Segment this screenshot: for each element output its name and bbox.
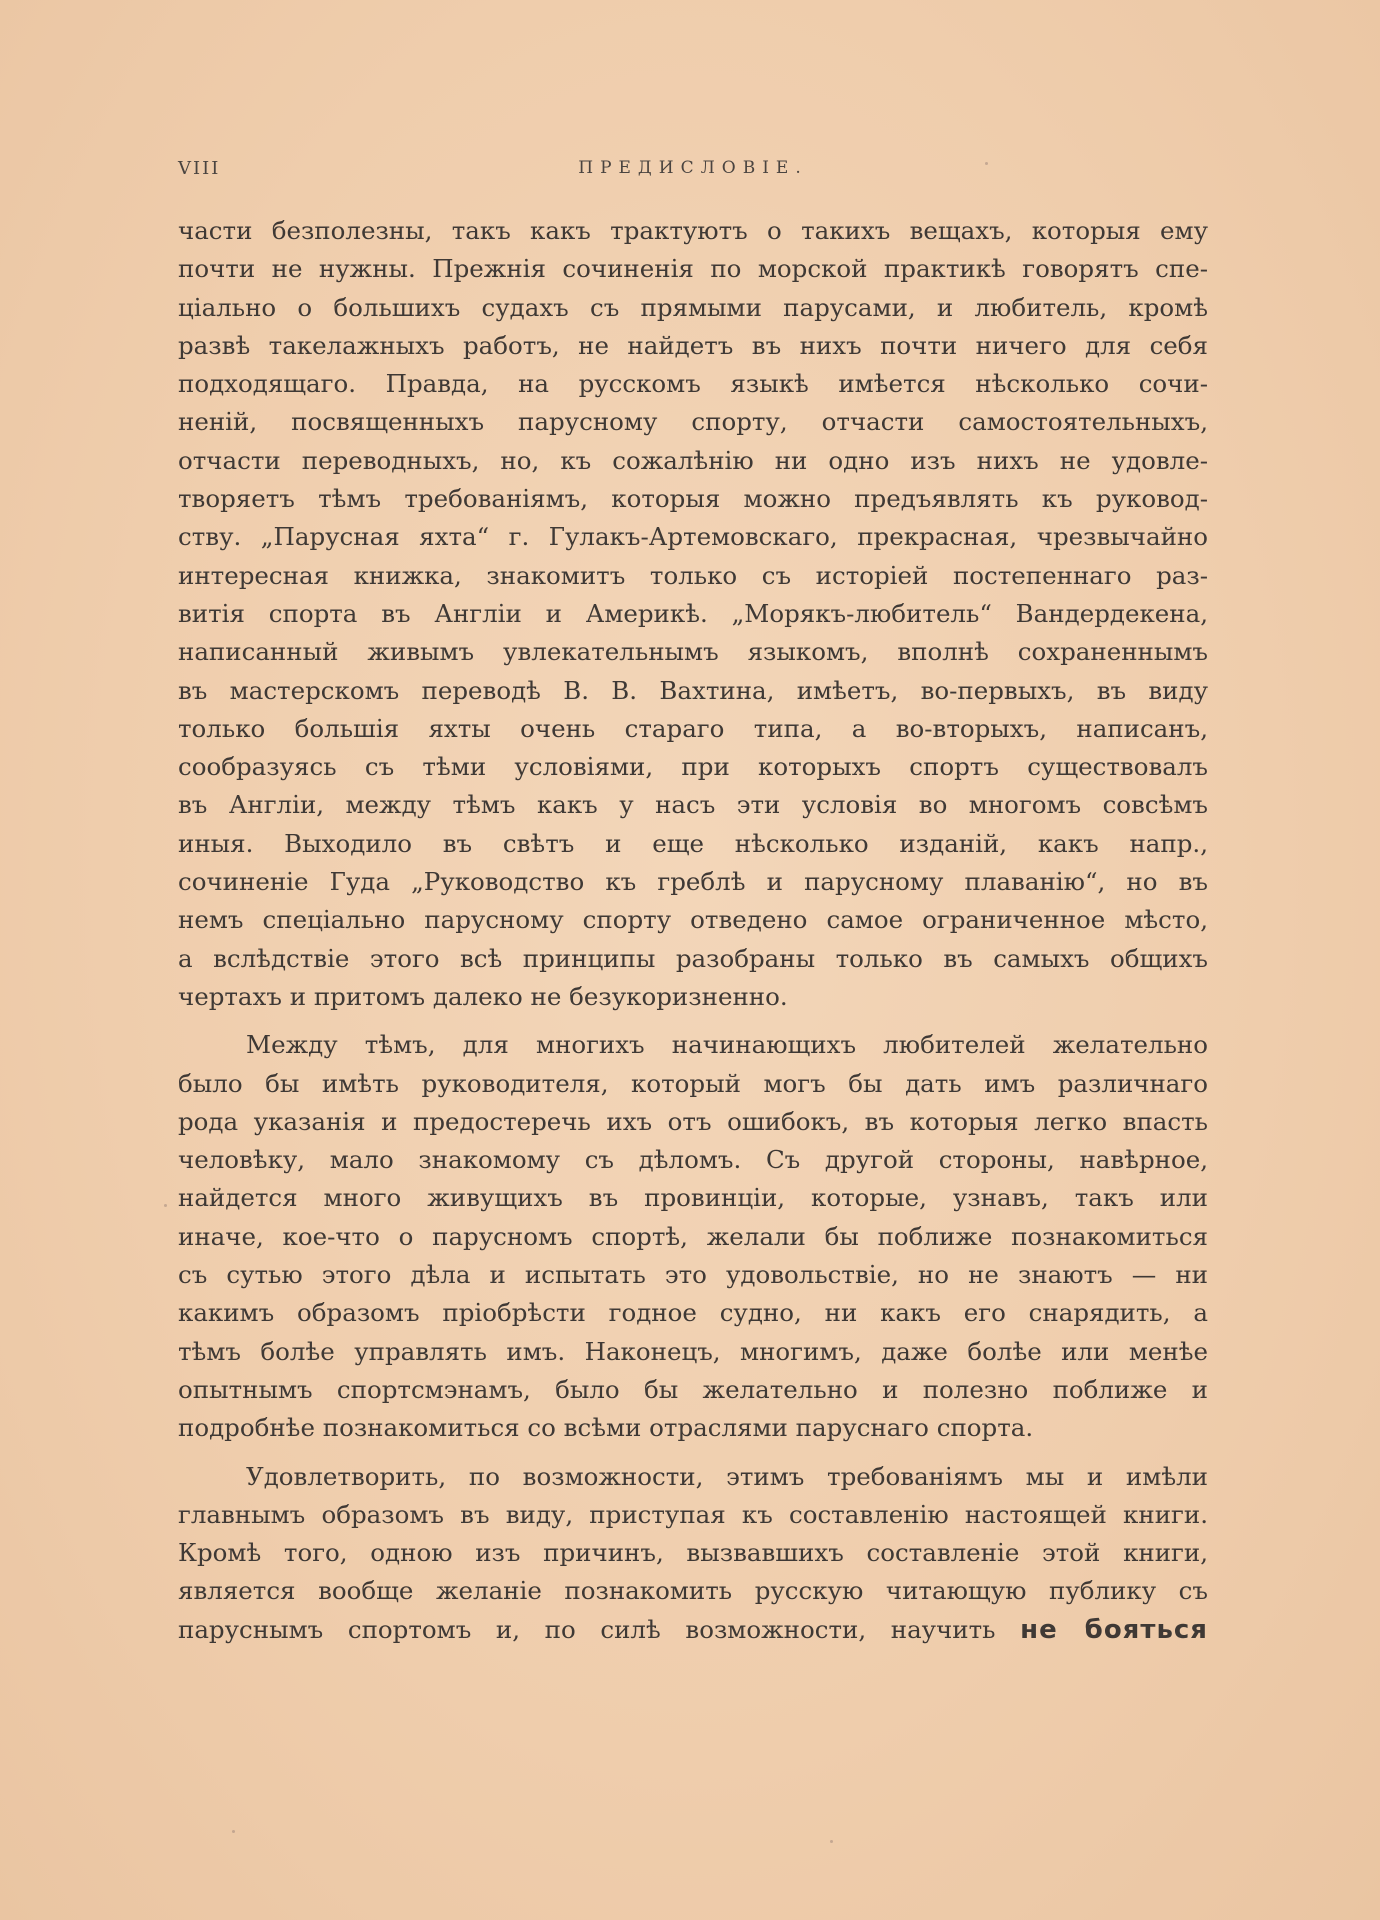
text-line: является вообще желаніе познакомить русскую читающую публику съ bbox=[178, 1576, 1208, 1606]
text-line: написанный живымъ увлекательнымъ языкомъ, вполнѣ сохраненнымъ bbox=[178, 637, 1208, 667]
paper-speck bbox=[830, 1840, 833, 1843]
text-line: подходящаго. Правда, на русскомъ языкѣ имѣется нѣсколько сочи- bbox=[178, 369, 1208, 399]
text-line: сочиненіе Гуда „Руководство къ греблѣ и парусному плаванію“, но въ bbox=[178, 867, 1208, 897]
text-line: творяетъ тѣмъ требованіямъ, которыя можно предъявлять къ руковод- bbox=[178, 484, 1208, 514]
text-line: витія спорта въ Англіи и Америкѣ. „Морякъ-любитель“ Вандердекена, bbox=[178, 598, 1208, 628]
text-line: развѣ такелажныхъ работъ, не найдетъ въ нихъ почти ничего для себя bbox=[178, 330, 1208, 360]
text-line: сообразуясь съ тѣми условіями, при которыхъ спортъ существовалъ bbox=[178, 752, 1208, 782]
page-number: VIII bbox=[178, 158, 221, 179]
text-line: Кромѣ того, одною изъ причинъ, вызвавшихъ составленіе этой книги, bbox=[178, 1538, 1208, 1568]
paragraph-2 bbox=[178, 1026, 1208, 1447]
text-line: немъ спеціально парусному спорту отведено самое ограниченное мѣсто, bbox=[178, 905, 1208, 935]
text-line: какимъ образомъ пріобрѣсти годное судно, ни какъ его снарядить, а bbox=[178, 1298, 1208, 1328]
text-line-final-words: паруснымъ спортомъ и, по силѣ возможности, научить bbox=[178, 1614, 996, 1644]
text-line: иныя. Выходило въ свѣтъ и еще нѣсколько изданій, какъ напр., bbox=[178, 828, 1208, 858]
text-line: ціально о большихъ судахъ съ прямыми парусами, и любитель, кромѣ bbox=[178, 292, 1208, 322]
text-line: рода указанія и предостеречь ихъ отъ ошибокъ, въ которыя легко впасть bbox=[178, 1106, 1208, 1136]
text-line: было бы имѣть руководителя, который могъ бы дать имъ различнаго bbox=[178, 1068, 1208, 1098]
paper-speck bbox=[232, 1830, 235, 1833]
running-head bbox=[178, 158, 1208, 188]
text-line: неній, посвященныхъ парусному спорту, отчасти самостоятельныхъ, bbox=[178, 407, 1208, 437]
text-line: части безполезны, такъ какъ трактуютъ о такихъ вещахъ, которыя ему bbox=[178, 216, 1208, 245]
text-line: ству. „Парусная яхта“ г. Гулакъ-Артемовскаго, прекрасная, чрезвычайно bbox=[178, 522, 1208, 552]
text-line: чертахъ и притомъ далеко не безукоризненно. bbox=[178, 981, 788, 1011]
bold-phrase: не бояться bbox=[1020, 1614, 1208, 1645]
text-line: почти не нужны. Прежнія сочиненія по морской практикѣ говорятъ спе- bbox=[178, 254, 1208, 284]
text-line: тѣмъ болѣе управлять имъ. Наконецъ, многимъ, даже болѣе или менѣе bbox=[178, 1336, 1208, 1366]
text-line: отчасти переводныхъ, но, къ сожалѣнію ни одно изъ нихъ не удовле- bbox=[178, 445, 1208, 475]
text-line: Между тѣмъ, для многихъ начинающихъ любителей желательно bbox=[246, 1030, 1208, 1060]
text-line: главнымъ образомъ въ виду, приступая къ составленію настоящей книги. bbox=[178, 1499, 1208, 1529]
text-line: Удовлетворить, по возможности, этимъ требованіямъ мы и имѣли bbox=[246, 1461, 1208, 1491]
paragraph-1 bbox=[178, 212, 1208, 1016]
body-text bbox=[178, 212, 1208, 1649]
text-line: только большія яхты очень стараго типа, а во-вторыхъ, написанъ, bbox=[178, 713, 1208, 743]
paper-speck bbox=[985, 162, 988, 165]
text-line: интересная книжка, знакомитъ только съ исторіей постепеннаго раз- bbox=[178, 560, 1208, 590]
text-line: въ мастерскомъ переводѣ В. В. Вахтина, имѣетъ, во-первыхъ, въ виду bbox=[178, 675, 1208, 705]
text-line: а вслѣдствіе этого всѣ принципы разобраны только въ самыхъ общихъ bbox=[178, 943, 1208, 973]
text-line: иначе, кое-что о парусномъ спортѣ, желали бы поближе познакомиться bbox=[178, 1221, 1208, 1251]
text-line-final bbox=[178, 1611, 1208, 1649]
text-line: въ Англіи, между тѣмъ какъ у насъ эти условія во многомъ совсѣмъ bbox=[178, 790, 1208, 820]
running-title: ПРЕДИСЛОВІЕ. bbox=[578, 158, 808, 178]
text-line: опытнымъ спортсмэнамъ, было бы желательно и полезно поближе и bbox=[178, 1374, 1208, 1404]
paragraph-3 bbox=[178, 1458, 1208, 1649]
text-line: съ сутью этого дѣла и испытать это удовольствіе, но не знаютъ — ни bbox=[178, 1260, 1208, 1290]
text-line: человѣку, мало знакомому съ дѣломъ. Съ другой стороны, навѣрное, bbox=[178, 1145, 1208, 1175]
paper-speck bbox=[164, 1204, 167, 1207]
text-line: найдется много живущихъ въ провинціи, которые, узнавъ, такъ или bbox=[178, 1183, 1208, 1213]
text-line: подробнѣе познакомиться со всѣми отраслями паруснаго спорта. bbox=[178, 1413, 1034, 1443]
